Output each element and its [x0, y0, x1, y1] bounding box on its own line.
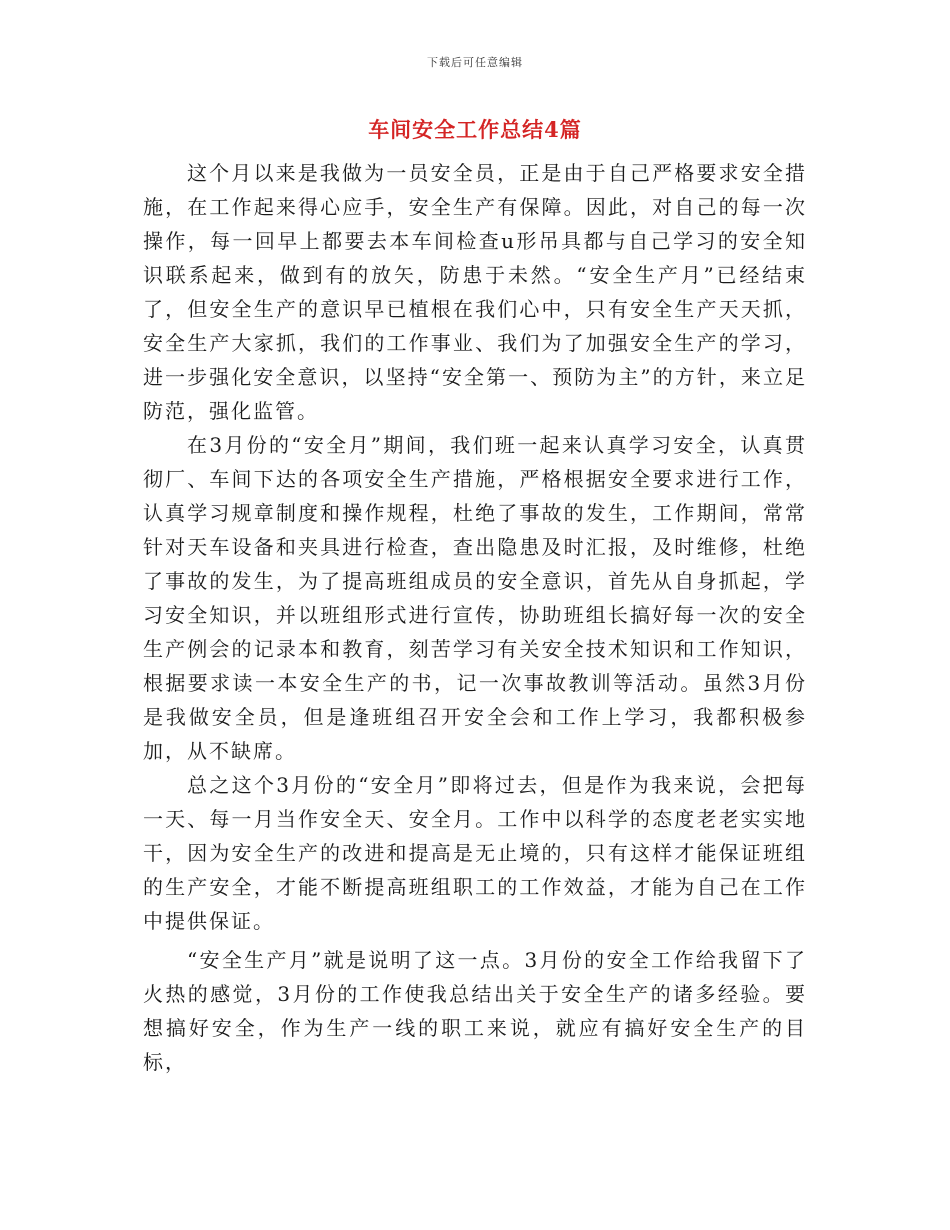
page-header-note: 下载后可任意编辑 — [427, 56, 523, 69]
paragraph-1: 这个月以来是我做为一员安全员，正是由于自己严格要求安全措施，在工作起来得心应手，安全生产有保障。因此，对自己的每一次操作，每一回早上都要去本车间检查u形吊具都与自己学习的安全知识联系起来，做到有的放矢，防患于未然。“安全生产月”已经结束了，但安全生产的意识早已植根在我们心中，只有安全生产天天抓，安全生产大家抓，我们的工作事业、我们为了加强安全生产的学习，进一步强化安全意识，以坚持“安全第一、预防为主”的方针，来立足防范，强化监管。 — [143, 161, 807, 423]
paragraph-3: 总之这个3月份的“安全月”即将过去，但是作为我来说，会把每一天、每一月当作安全天、安全月。工作中以科学的态度老老实实地干，因为安全生产的改进和提高是无止境的，只有这样才能保证班组的生产安全，才能不断提高班组职工的工作效益，才能为自己在工作中提供保证。 — [143, 773, 807, 933]
document-body — [143, 156, 807, 1079]
paragraph-2: 在3月份的“安全月”期间，我们班一起来认真学习安全，认真贯彻厂、车间下达的各项安全生产措施，严格根据安全要求进行工作，认真学习规章制度和操作规程，杜绝了事故的发生，工作期间，常常针对天车设备和夹具进行检查，查出隐患及时汇报，及时维修，杜绝了事故的发生，为了提高班组成员的安全意识，首先从自身抓起，学习安全知识，并以班组形式进行宣传，协助班组长搞好每一次的安全生产例会的记录本和教育，刻苦学习有关安全技术知识和工作知识，根据要求读一本安全生产的书，记一次事故教训等活动。虽然3月份是我做安全员，但是逢班组召开安全会和工作上学习，我都积极参加，从不缺席。 — [143, 433, 807, 763]
paragraph-4: “安全生产月”就是说明了这一点。3月份的安全工作给我留下了火热的感觉，3月份的工作使我总结出关于安全生产的诸多经验。要想搞好安全，作为生产一线的职工来说，就应有搞好安全生产的目标， — [143, 948, 807, 1074]
document-title: 车间安全工作总结4篇 — [368, 117, 582, 142]
